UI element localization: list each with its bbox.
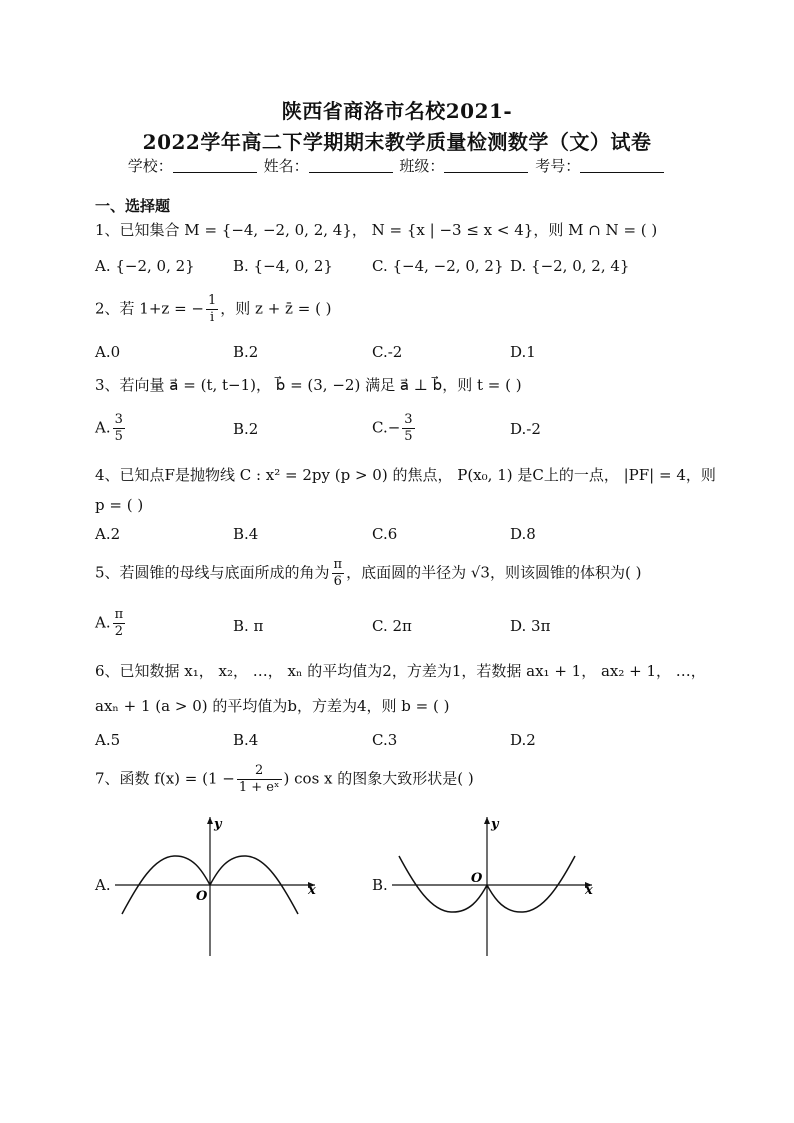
question-4-options	[95, 525, 715, 547]
option-a[interactable]: A.0	[95, 343, 121, 361]
option-d[interactable]: D.8	[510, 525, 536, 543]
y-axis-arrow	[207, 817, 213, 824]
name-label: 姓名：	[263, 157, 309, 175]
section-title: 一、选择题	[95, 197, 171, 215]
question-4-line-2: p = ( )	[95, 496, 144, 514]
question-2-options	[95, 343, 715, 365]
option-a[interactable]: A. {−2, 0, 2}	[95, 257, 195, 275]
option-d[interactable]: D. {−2, 0, 2, 4}	[510, 257, 630, 275]
option-c[interactable]: C.-2	[372, 343, 403, 361]
option-b[interactable]: B.4	[233, 731, 259, 749]
option-a[interactable]: A.2	[95, 525, 121, 543]
question-3-options	[95, 412, 715, 448]
option-b[interactable]: B.2	[233, 343, 259, 361]
option-b[interactable]: B. π	[233, 617, 264, 635]
x-label: x	[585, 883, 593, 898]
y-label: y	[491, 817, 499, 832]
y-axis-arrow	[484, 817, 490, 824]
question-6-line-1: 6、已知数据 x₁， x₂， …， xₙ 的平均值为2，方差为1，若数据 ax₁ + 1， ax₂ + 1， …，	[95, 662, 706, 680]
option-c[interactable]: C.3	[372, 731, 398, 749]
option-a[interactable]: A. $\frac{\pi}{2}$	[95, 607, 124, 639]
question-1: 1、已知集合 M = {−4, −2, 0, 2, 4}， N = {x | −3 ≤ x < 4}，则 M ∩ N = ( )	[95, 221, 658, 239]
school-label: 学校：	[127, 157, 173, 175]
origin-label: O	[196, 889, 208, 904]
school-blank[interactable]	[173, 158, 257, 173]
option-c[interactable]: C.− $\frac{3}{5}$	[372, 412, 413, 444]
question-1-options	[95, 257, 715, 279]
option-d[interactable]: D.1	[510, 343, 536, 361]
graph-option-a[interactable]	[110, 812, 320, 958]
fraction: $\frac{2}{\text{1 + eˣ}}$	[238, 763, 280, 795]
option-d[interactable]: D. 3π	[510, 617, 551, 635]
option-b[interactable]: B.4	[233, 525, 259, 543]
question-6-line-2: axₙ + 1 (a > 0) 的平均值为b，方差为4，则 b = ( )	[95, 697, 450, 715]
option-c[interactable]: C. {−4, −2, 0, 2}	[372, 257, 504, 275]
question-3: 3、若向量 a⃗ = (t, t−1)， b⃗ = (3, −2) 满足 a⃗ ⊥ b⃗，则 t = ( )	[95, 376, 522, 394]
option-a-label[interactable]: A.	[95, 876, 111, 894]
option-c[interactable]: C. 2π	[372, 617, 412, 635]
fraction: $\frac{\pi}{6}$	[333, 557, 343, 589]
x-label: x	[308, 883, 316, 898]
class-label: 班级：	[399, 157, 445, 175]
title-line-2: 2022学年高二下学期期末教学质量检测数学（文）试卷	[142, 130, 652, 154]
title-line-1: 陕西省商洛市名校2021-	[281, 99, 513, 123]
exam-no-blank[interactable]	[580, 158, 664, 173]
option-d[interactable]: D.2	[510, 731, 536, 749]
class-blank[interactable]	[444, 158, 528, 173]
exam-no-label: 考号：	[535, 157, 581, 175]
name-blank[interactable]	[309, 158, 393, 173]
option-a[interactable]: A.5	[95, 731, 121, 749]
option-b[interactable]: B.2	[233, 420, 259, 438]
question-5: 5、若圆锥的母线与底面所成的角为 $\frac{\pi}{6}$ ，底面圆的半径为 √3，则该圆锥的体积为( )	[95, 557, 642, 589]
origin-label: O	[471, 871, 483, 886]
fraction: $\frac{1}{i}$	[208, 293, 217, 325]
question-4-line-1: 4、已知点F是抛物线 C : x² = 2py (p > 0) 的焦点， P(x₀, 1) 是C上的一点， |PF| = 4，则	[95, 466, 716, 484]
y-label: y	[214, 817, 222, 832]
option-c[interactable]: C.6	[372, 525, 398, 543]
option-a[interactable]: A. $\frac{3}{5}$	[95, 412, 123, 444]
question-2: 2、若 1+z = − $\frac{1}{i}$ ，则 z + z̄ = ( )	[95, 293, 332, 325]
question-6-options	[95, 731, 715, 753]
question-7: 7、函数 f(x) = (1 − $\frac{2}{\text{1 + eˣ}}$ ) cos x 的图象大致形状是( )	[95, 763, 474, 795]
student-info-row	[0, 155, 794, 176]
graph-option-b[interactable]	[387, 812, 597, 958]
option-b-label[interactable]: B.	[372, 876, 388, 894]
option-d[interactable]: D.-2	[510, 420, 541, 438]
question-5-options	[95, 607, 715, 643]
option-b[interactable]: B. {−4, 0, 2}	[233, 257, 333, 275]
